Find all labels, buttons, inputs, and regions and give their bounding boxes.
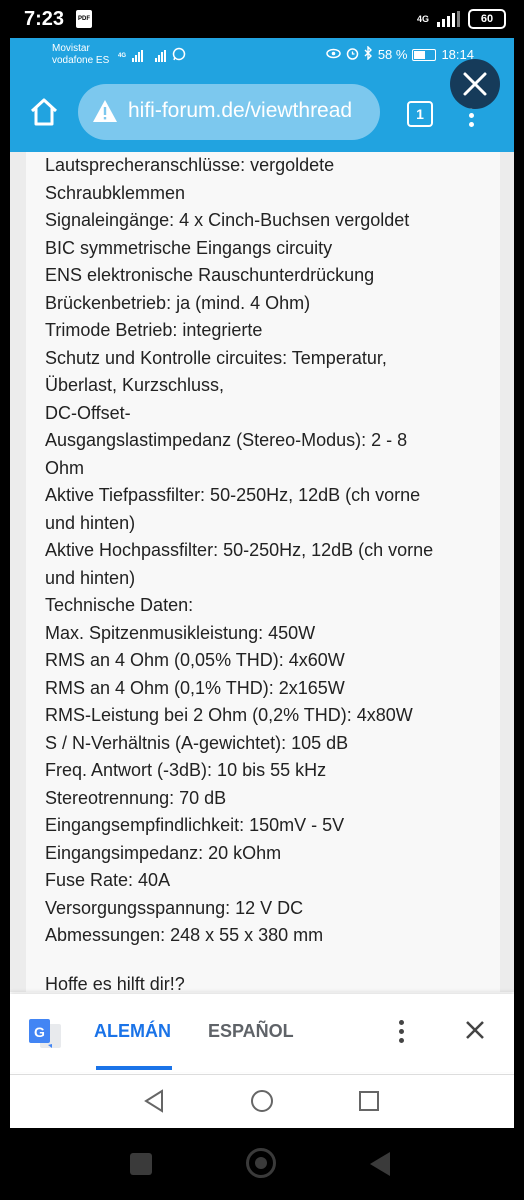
url-text: hifi-forum.de/viewthread: [128, 99, 353, 122]
inner-status-bar: [10, 38, 514, 72]
post-line: RMS-Leistung bei 2 Ohm (0,2% THD): 4x80W: [45, 705, 413, 725]
post-line: DC-Offset-: [45, 402, 131, 423]
address-bar[interactable]: [78, 84, 380, 140]
close-icon: [450, 59, 500, 109]
outer-recents-icon: [130, 1153, 152, 1175]
system-nav-bar: [10, 1074, 514, 1128]
outer-status-bar: [0, 0, 524, 38]
translate-bar: [10, 994, 514, 1072]
translate-options-button[interactable]: [399, 1020, 404, 1047]
battery-percent: 58 %: [377, 47, 408, 62]
nav-back-button[interactable]: [143, 1089, 165, 1118]
outer-clock: 7:23: [24, 8, 65, 30]
post-line: Schraubklemmen: [45, 182, 186, 203]
post-line: Stereotrennung: 70 dB: [45, 787, 227, 808]
signal-icon: [437, 11, 460, 27]
active-tab-indicator: [96, 1066, 172, 1070]
post-line: S / N-Verhältnis (A-gewichtet): 105 dB: [45, 732, 349, 753]
recents-square-icon: [358, 1090, 380, 1112]
whatsapp-icon: [172, 47, 186, 64]
post-line: ENS elektronische Rauschunterdrückung: [45, 265, 375, 285]
battery-indicator: 60: [468, 9, 506, 29]
eye-icon: [326, 47, 341, 62]
post-line: RMS an 4 Ohm (0,05% THD): 4x60W: [45, 650, 345, 670]
outer-home-icon: [246, 1148, 276, 1178]
inner-clock: 18:14: [441, 47, 474, 62]
home-icon: [28, 96, 60, 128]
post-line: Fuse Rate: 40A: [45, 870, 171, 890]
small-network-label: 4G: [118, 52, 127, 59]
close-icon: [463, 1018, 487, 1042]
warning-icon: [92, 99, 118, 123]
back-triangle-icon: [143, 1089, 165, 1113]
post-closing-line: Hoffe es hilft dir!?: [45, 974, 185, 994]
post-line: Lautsprecheranschlüsse: vergoldete: [45, 155, 335, 175]
post-line: Freq. Antwort (-3dB): 10 bis 55 kHz: [45, 760, 327, 780]
post-line: Eingangsempfindlichkeit: 150mV - 5V: [45, 815, 345, 835]
post-line: und hinten): [45, 567, 136, 588]
signal-icon-2: [155, 50, 166, 62]
post-body: [45, 152, 485, 950]
signal-icon-1: [132, 50, 143, 62]
outer-nav-bar: [0, 1128, 524, 1200]
post-line: Versorgungsspannung: 12 V DC: [45, 897, 304, 918]
tab-source-language[interactable]: ALEMÁN: [94, 1021, 171, 1041]
pdf-notification-icon: PDF: [76, 10, 92, 28]
post-line: Ausgangslastimpedanz (Stereo-Modus): 2 - 8: [45, 430, 408, 450]
phone-screen: [10, 38, 514, 1128]
post-line: BIC symmetrische Eingangs circuity: [45, 237, 333, 258]
outer-back-icon: [370, 1152, 390, 1176]
network-type-label: 4G: [416, 13, 429, 24]
home-button[interactable]: [28, 96, 60, 128]
post-line: Abmessungen: 248 x 55 x 380 mm: [45, 925, 324, 945]
tab-target-language[interactable]: ESPAÑOL: [208, 1021, 294, 1041]
svg-text:G: G: [34, 1024, 45, 1040]
post-line: Eingangsimpedanz: 20 kOhm: [45, 842, 282, 863]
post-line: Trimode Betrieb: integrierte: [45, 320, 263, 340]
carrier-primary: Movistar: [52, 43, 90, 54]
post-line: Signaleingänge: 4 x Cinch-Buchsen vergoldet: [45, 210, 410, 230]
carrier-secondary: vodafone ES: [52, 55, 110, 66]
post-line: Ohm: [45, 457, 85, 478]
alarm-icon: [346, 47, 359, 63]
battery-icon: [412, 49, 436, 61]
translate-close-button[interactable]: [463, 1018, 487, 1047]
home-circle-icon: [250, 1089, 274, 1113]
post-line: Max. Spitzenmusikleistung: 450W: [45, 622, 316, 643]
post-line: RMS an 4 Ohm (0,1% THD): 2x165W: [45, 677, 345, 698]
post-line: Aktive Tiefpassfilter: 50-250Hz, 12dB (ch vorne: [45, 485, 421, 505]
post-line: Schutz und Kontrolle circuites: Temperatur,: [45, 347, 387, 368]
bluetooth-icon: [364, 46, 373, 63]
post-line: Überlast, Kurzschluss,: [45, 375, 225, 395]
post-line: und hinten): [45, 512, 136, 533]
close-overlay-button[interactable]: [450, 59, 500, 109]
post-line: Brückenbetrieb: ja (mind. 4 Ohm): [45, 292, 311, 313]
browser-chrome: [10, 38, 514, 152]
google-translate-icon: [28, 1018, 62, 1050]
tab-switcher-button[interactable]: 1: [407, 101, 433, 127]
post-line: Technische Daten:: [45, 595, 194, 615]
nav-recents-button[interactable]: [358, 1090, 380, 1117]
post-line: Aktive Hochpassfilter: 50-250Hz, 12dB (ch vorne: [45, 540, 434, 560]
nav-home-button[interactable]: [250, 1089, 274, 1118]
